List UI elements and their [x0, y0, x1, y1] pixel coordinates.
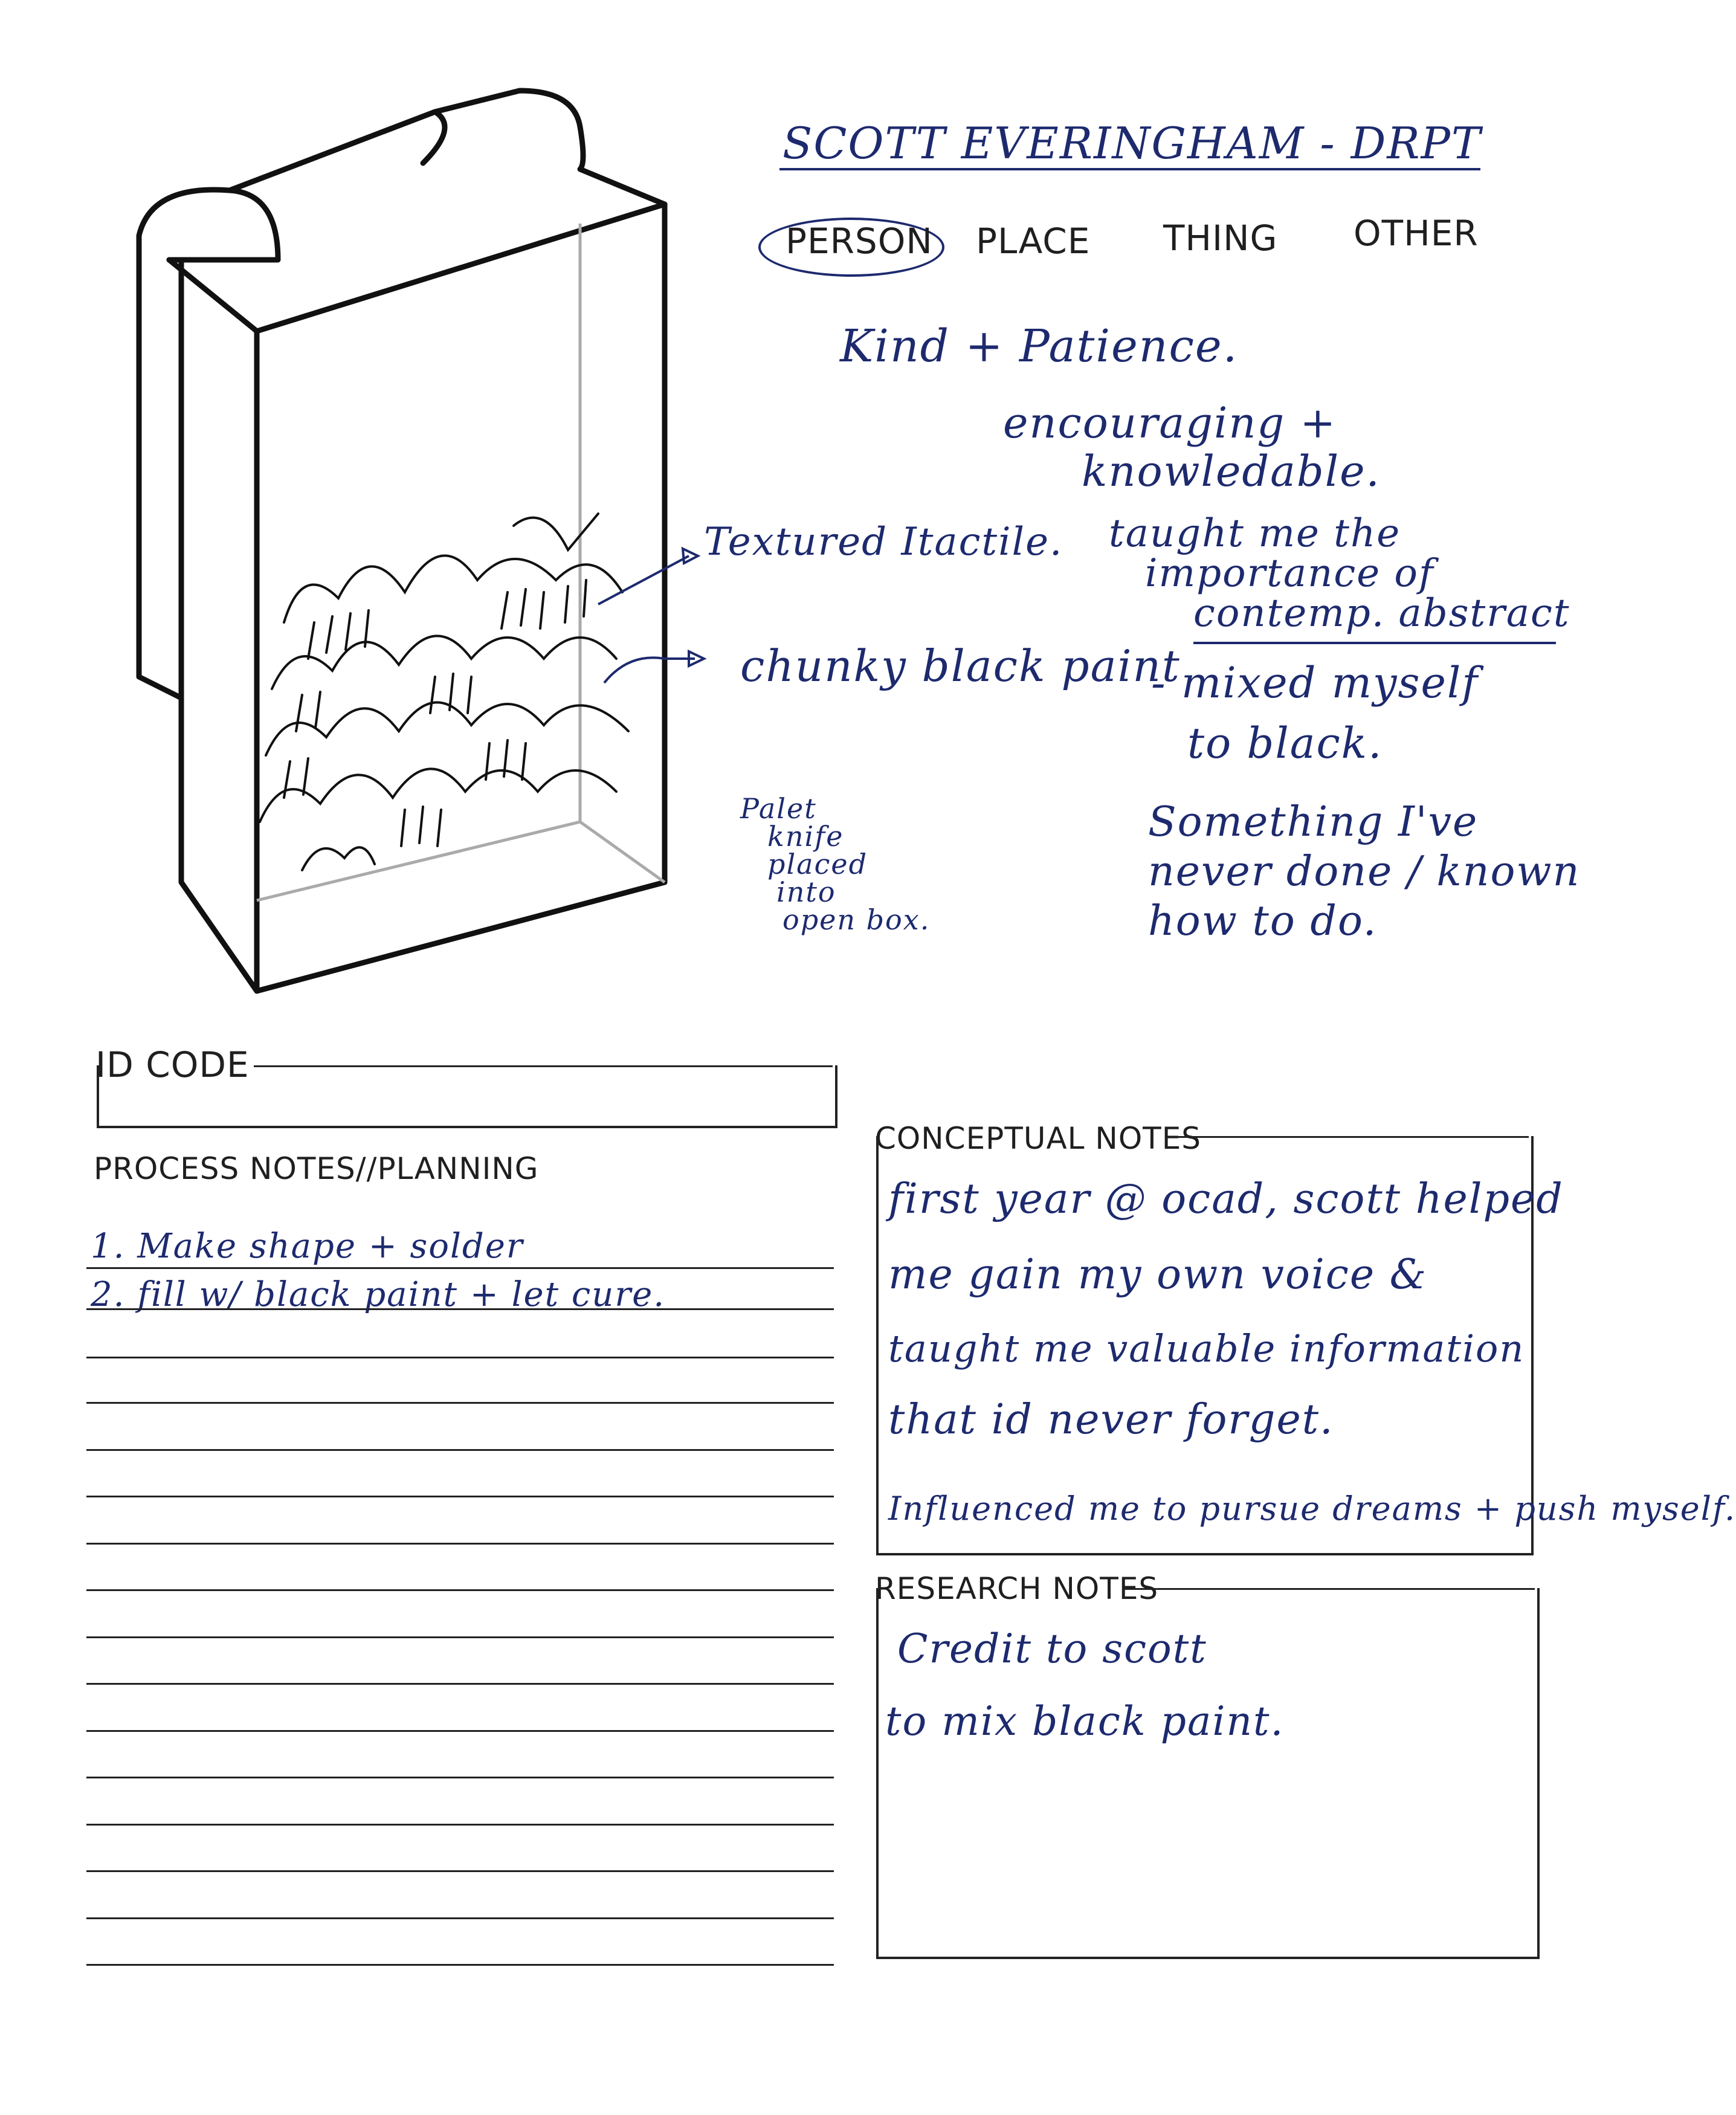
note-taught	[1109, 511, 1570, 636]
process-rule	[86, 1964, 834, 1966]
note-encouraging	[1003, 399, 1381, 496]
page-title: SCOTT EVERINGHAM - DRPT	[782, 118, 1482, 169]
annotation-textured: Textured Itactile.	[704, 520, 1063, 564]
research-line-1: Credit to scott	[897, 1626, 1207, 1672]
box-back-flap	[139, 112, 445, 698]
process-rule	[86, 1683, 834, 1685]
process-rule	[86, 1870, 834, 1872]
annotation-chunky-paint: chunky black paint	[740, 641, 1181, 691]
process-notes-label: PROCESS NOTES//PLANNING	[94, 1151, 539, 1186]
box-curl	[169, 190, 278, 260]
process-line-2: 2. fill w/ black paint + let cure.	[91, 1275, 666, 1314]
conceptual-line-5: Influenced me to pursue dreams + push myself.	[888, 1490, 1736, 1528]
process-rule	[86, 1917, 834, 1919]
note-line: importance of	[1145, 551, 1434, 596]
box-top-face	[169, 204, 665, 331]
category-person[interactable]: PERSON	[786, 221, 933, 262]
note-line: contemp. abstract	[1193, 591, 1570, 636]
note-line: how to do.	[1148, 897, 1378, 945]
process-line-1: 1. Make shape + solder	[91, 1227, 524, 1266]
research-notes-label: RESEARCH NOTES	[875, 1571, 1159, 1606]
palet-line: Palet	[740, 792, 817, 825]
research-line-2: to mix black paint.	[885, 1698, 1285, 1745]
category-thing[interactable]: THING	[1163, 218, 1278, 259]
process-rule	[86, 1357, 834, 1358]
note-line: - mixed myself	[1151, 658, 1479, 708]
conceptual-line-2: me gain my own voice &	[888, 1251, 1428, 1299]
process-rule	[86, 1496, 834, 1497]
palet-line: open box.	[782, 903, 931, 936]
annotation-palet-knife	[740, 792, 931, 936]
note-mixed	[1151, 653, 1479, 773]
id-code-field[interactable]	[97, 1065, 837, 1128]
conceptual-notes-label: CONCEPTUAL NOTES	[875, 1121, 1202, 1156]
process-rule	[86, 1730, 834, 1732]
palet-line: knife	[767, 820, 844, 853]
note-line: Something I've	[1148, 798, 1479, 846]
note-line: taught me the	[1109, 511, 1401, 556]
paint-texture	[260, 514, 628, 870]
process-rule	[86, 1543, 834, 1545]
note-line: to black.	[1187, 718, 1383, 768]
note-line: never done / known	[1148, 848, 1581, 896]
process-rule	[86, 1449, 834, 1451]
palet-line: placed	[767, 848, 868, 880]
box-side-face	[169, 260, 257, 991]
category-other[interactable]: OTHER	[1354, 213, 1479, 254]
process-rule	[86, 1777, 834, 1778]
process-rule	[86, 1308, 834, 1310]
conceptual-line-3: taught me valuable information	[888, 1326, 1525, 1371]
process-rule	[86, 1824, 834, 1826]
process-rule	[86, 1589, 834, 1591]
note-line: encouraging +	[1003, 398, 1337, 448]
process-rule	[86, 1636, 834, 1638]
process-rule	[86, 1402, 834, 1404]
process-rule	[86, 1267, 834, 1269]
category-place[interactable]: PLACE	[976, 221, 1091, 262]
conceptual-line-1: first year @ ocad, scott helped	[888, 1175, 1564, 1223]
note-line: knowledable.	[1082, 447, 1381, 496]
id-code-label: ID CODE	[95, 1044, 250, 1085]
note-something	[1148, 798, 1580, 946]
palet-line: into	[776, 876, 836, 908]
note-kind-patience: Kind + Patience.	[840, 320, 1239, 372]
conceptual-line-4: that id never forget.	[888, 1396, 1334, 1444]
title-underline	[779, 168, 1480, 170]
note-underline	[1193, 642, 1556, 644]
